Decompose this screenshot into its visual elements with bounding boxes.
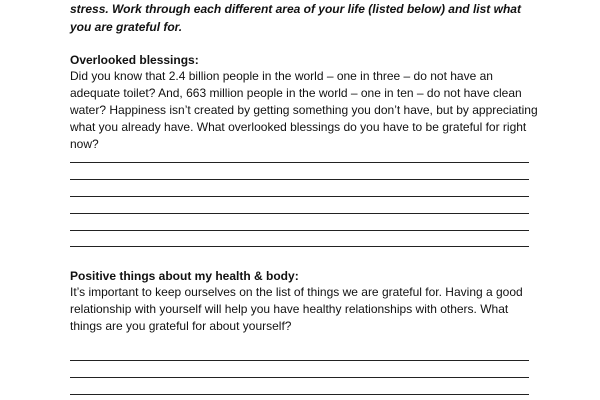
writing-line[interactable] xyxy=(70,179,529,180)
writing-line[interactable] xyxy=(70,162,529,163)
section-heading-overlooked-blessings: Overlooked blessings: xyxy=(70,53,199,67)
writing-line[interactable] xyxy=(70,394,529,395)
writing-line[interactable] xyxy=(70,213,529,214)
section-heading-health-body: Positive things about my health & body: xyxy=(70,269,299,283)
intro-text: stress. Work through each different area of your life (listed below) and list what you are grateful for. xyxy=(70,2,521,34)
writing-line[interactable] xyxy=(70,377,529,378)
writing-line[interactable] xyxy=(70,196,529,197)
section-body-health-body: It’s important to keep ourselves on the list of things we are grateful for. Having a good relationship with yourself will help you have healthy relationships with others. What things are you grateful for about yourself? xyxy=(70,285,523,333)
section-body-overlooked-blessings: Did you know that 2.4 billion people in the world – one in three – do not have an adequate toilet? And, 663 million people in the world – one in ten – do not have clean water? Happiness isn’t created by getting something you don’t have, but by appreciating what you already have. What overlooked blessings do you have to be grateful for right now? xyxy=(70,69,538,151)
writing-line[interactable] xyxy=(70,230,529,231)
writing-line[interactable] xyxy=(70,360,529,361)
writing-line[interactable] xyxy=(70,246,529,247)
